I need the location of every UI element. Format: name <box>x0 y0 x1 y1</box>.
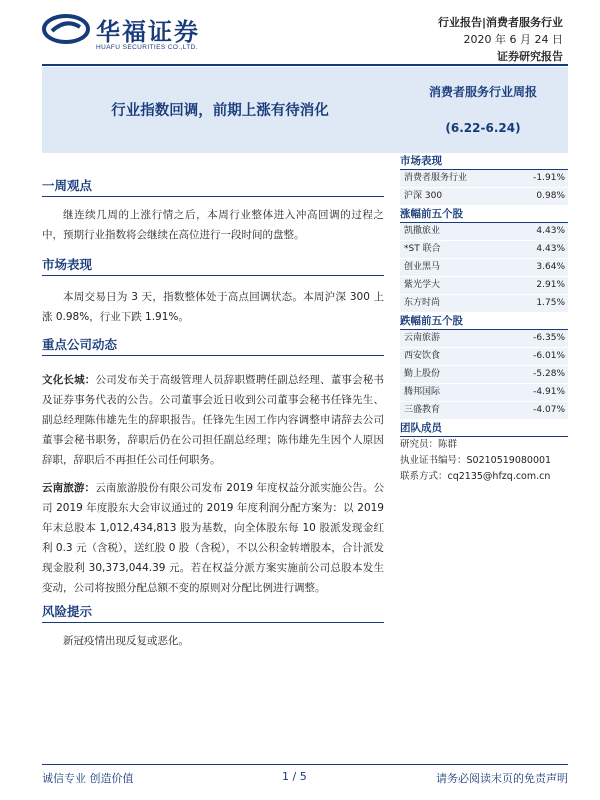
company-news-item <box>42 478 384 598</box>
sidebar-row <box>400 366 568 384</box>
section-heading: 市场表现 <box>42 257 93 272</box>
company-name: 文化长城： <box>42 374 96 386</box>
license-number: 执业证书编号：S0210519080001 <box>400 455 552 466</box>
sidebar-row <box>400 384 568 402</box>
row-name: 凯撒旅业 <box>404 226 441 236</box>
row-name: 紫光学大 <box>404 280 441 290</box>
row-value: 1.75% <box>536 298 565 308</box>
row-name: *ST 联合 <box>404 244 441 254</box>
sidebar-row <box>400 241 568 259</box>
footer-disclaimer: 请务必阅读末页的免责声明 <box>436 772 568 785</box>
report-name-band <box>398 67 568 153</box>
company-news-section <box>42 335 384 598</box>
sidebar <box>400 153 568 485</box>
footer-slogan: 诚信专业 创造价值 <box>42 772 134 785</box>
market-section <box>42 255 384 327</box>
row-value: -1.91% <box>533 173 565 183</box>
report-title: 行业指数回调，前期上涨有待消化 <box>111 103 329 119</box>
sidebar-heading-team: 团队成员 <box>400 420 568 437</box>
row-name: 东方时尚 <box>404 298 441 308</box>
section-divider <box>42 355 384 356</box>
company-news-text: 公司发布关于高级管理人员辞职暨聘任副总经理、董事会秘书及证券事务代表的公告。公司董事会近日收到公司董事会秘书任锋先生、副总经理陈伟雄先生的辞职报告。任锋先生因工作内容调整申请辞去公司董事会秘书职务，辞职后仍在公司担任副总经理；陈伟雄先生因个人原因辞职，辞职后不再担任公司任何职务。 <box>42 374 384 466</box>
section-divider <box>42 275 384 276</box>
row-value: 2.91% <box>536 280 565 290</box>
logo-chinese: 华福证券 <box>96 17 200 46</box>
header-divider <box>42 64 568 66</box>
company-news-text: 云南旅游股份有限公司发布 2019 年度权益分派实施公告。公司 2019 年度股东大会审议通过的 2019 年度利润分配方案为：以 2019 年末总股本 1,012,434,813 股为基数，向全体股东每 10 股派发现金红利 0.3 元（含税），送红股 0 股（含税），不以公积金转增股本，合计派发现金股利 30,373,044.39 元。若在权益分派方案实施前公司总股本发生变动，公司将按照分配总额不变的原则对分配比例进行调整。 <box>42 482 384 594</box>
footer-divider <box>42 764 568 765</box>
row-value: -4.91% <box>533 387 565 397</box>
row-name: 三盛教育 <box>404 405 441 415</box>
row-value: -4.07% <box>533 405 565 415</box>
researcher-name: 研究员：陈群 <box>400 439 458 450</box>
section-text: 继连续几周的上涨行情之后，本周行业整体进入冲高回调的过程之中，预期行业指数将会继续在高位进行一段时间的盘整。 <box>42 209 384 241</box>
row-value: 0.98% <box>536 191 565 201</box>
sidebar-row <box>400 295 568 313</box>
title-band <box>42 67 398 153</box>
sidebar-heading-losers: 跌幅前五个股 <box>400 313 568 330</box>
report-period: (6.22-6.24) <box>445 121 521 135</box>
row-name: 云南旅游 <box>404 333 441 343</box>
row-name: 勤上股份 <box>404 369 441 379</box>
section-text: 新冠疫情出现反复或恶化。 <box>63 635 189 647</box>
sidebar-row <box>400 223 568 241</box>
report-name: 消费者服务行业周报 <box>428 85 537 99</box>
row-value: 3.64% <box>536 262 565 272</box>
risk-section <box>42 602 384 651</box>
sidebar-row <box>400 402 568 420</box>
row-name: 西安饮食 <box>404 351 441 361</box>
page-number: 1 / 5 <box>282 770 307 783</box>
section-divider <box>42 622 384 623</box>
logo-english: HUAFU SECURITIES CO.,LTD. <box>96 44 198 51</box>
report-date: 2020 年 6 月 24 日 <box>463 33 563 46</box>
report-meta <box>438 14 563 65</box>
sidebar-row <box>400 188 568 206</box>
row-value: -5.28% <box>533 369 565 379</box>
logo-mark-icon <box>42 14 90 44</box>
sidebar-heading-market: 市场表现 <box>400 153 568 170</box>
section-divider <box>42 196 384 197</box>
section-heading: 风险提示 <box>42 604 93 619</box>
section-heading: 重点公司动态 <box>42 337 118 352</box>
company-news-item <box>42 370 384 470</box>
report-category: 行业报告|消费者服务行业 <box>437 16 563 29</box>
sidebar-row <box>400 330 568 348</box>
row-name: 沪深 300 <box>404 191 443 201</box>
section-heading: 一周观点 <box>42 178 93 193</box>
row-name: 创业黑马 <box>404 262 441 272</box>
row-value: 4.43% <box>536 244 565 254</box>
company-name: 云南旅游： <box>42 482 96 494</box>
sidebar-row <box>400 259 568 277</box>
row-name: 腾邦国际 <box>404 387 441 397</box>
sidebar-row <box>400 277 568 295</box>
sidebar-heading-gainers: 涨幅前五个股 <box>400 206 568 223</box>
row-value: 4.43% <box>536 226 565 236</box>
sidebar-row <box>400 170 568 188</box>
sidebar-row <box>400 348 568 366</box>
report-type: 证券研究报告 <box>497 50 563 63</box>
section-text: 本周交易日为 3 天，指数整体处于高点回调状态。本周沪深 300 上涨 0.98%，行业下跌 1.91%。 <box>42 291 384 323</box>
contact-email: 联系方式：cq2135@hfzq.com.cn <box>400 471 551 482</box>
row-name: 消费者服务行业 <box>404 173 468 183</box>
row-value: -6.01% <box>533 351 565 361</box>
company-logo <box>42 12 222 58</box>
weekly-view-section <box>42 176 384 245</box>
row-value: -6.35% <box>533 333 565 343</box>
